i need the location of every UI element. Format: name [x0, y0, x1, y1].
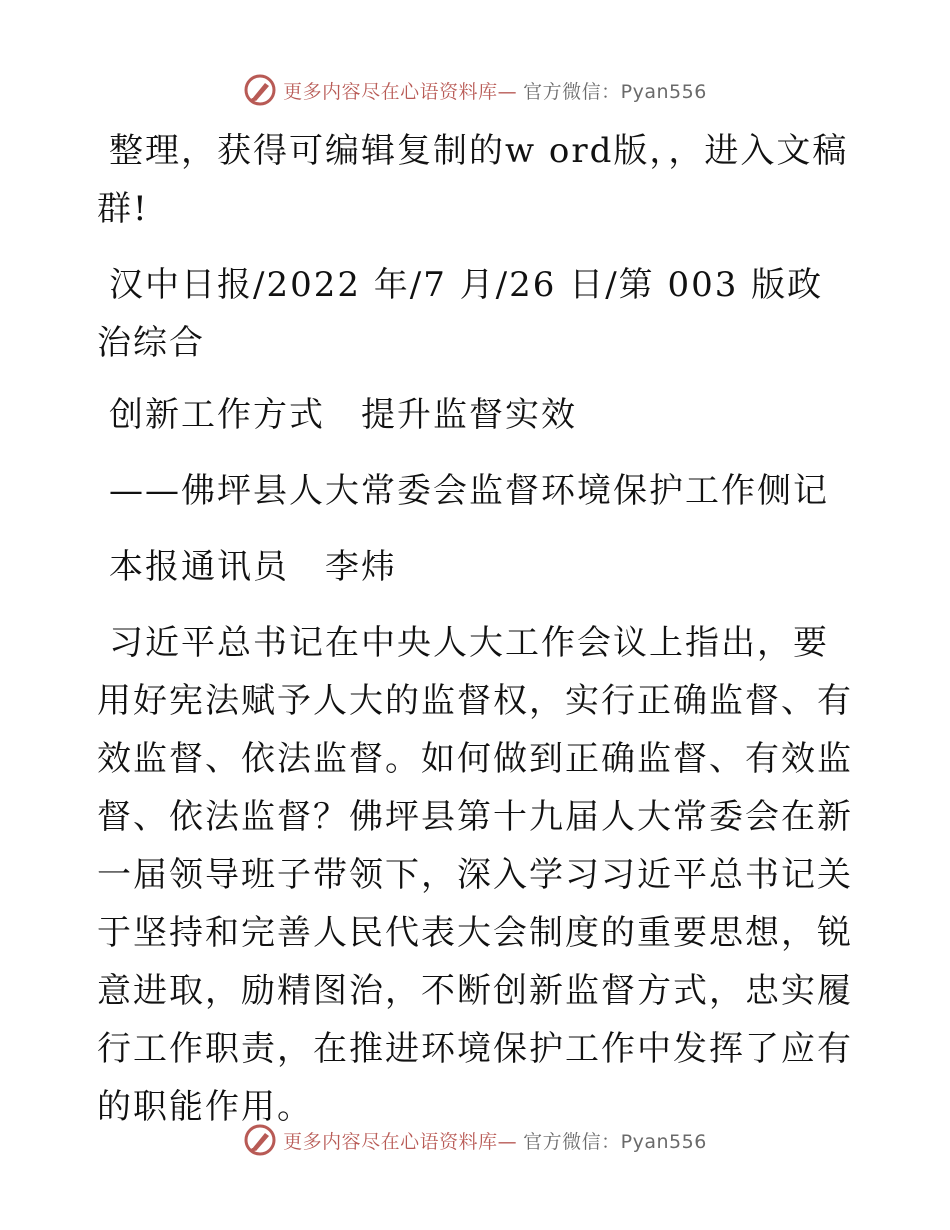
source-line: 汉中日报/2022 年/7 月/26 日/第 003 版政治综合 [97, 265, 824, 363]
article-subtitle: ——佛坪县人大常委会监督环境保护工作侧记 [109, 471, 829, 511]
watermark-text: 更多内容尽在心语资料库— [283, 80, 518, 103]
header-watermark [0, 70, 950, 110]
footer-watermark [0, 1120, 950, 1160]
document-body [97, 122, 857, 1136]
watermark-text: 更多内容尽在心语资料库— [283, 1130, 518, 1153]
pen-logo-icon [243, 1123, 277, 1157]
body-paragraph: 习近平总书记在中央人大工作会议上指出，要用好宪法赋予人大的监督权，实行正确监督、有效监督、依法监督。如何做到正确监督、有效监督、依法监督？佛坪县第十九届人大常委会在新一届领导班子带领下，深入学习习近平总书记关于坚持和完善人民代表大会制度的重要思想，锐意进取，励精图治，不断创新监督方式，忠实履行工作职责，在推进环境保护工作中发挥了应有的职能作用。 [97, 623, 853, 1127]
article-title: 创新工作方式 提升监督实效 [109, 395, 577, 435]
watermark-wechat: 官方微信：Pyan556 [523, 80, 707, 103]
watermark-wechat: 官方微信：Pyan556 [523, 1130, 707, 1153]
author-line: 本报通讯员 李炜 [109, 547, 397, 587]
intro-paragraph: 整理，获得可编辑复制的w ord版，，进入文稿群! [97, 131, 849, 229]
pen-logo-icon [243, 73, 277, 107]
